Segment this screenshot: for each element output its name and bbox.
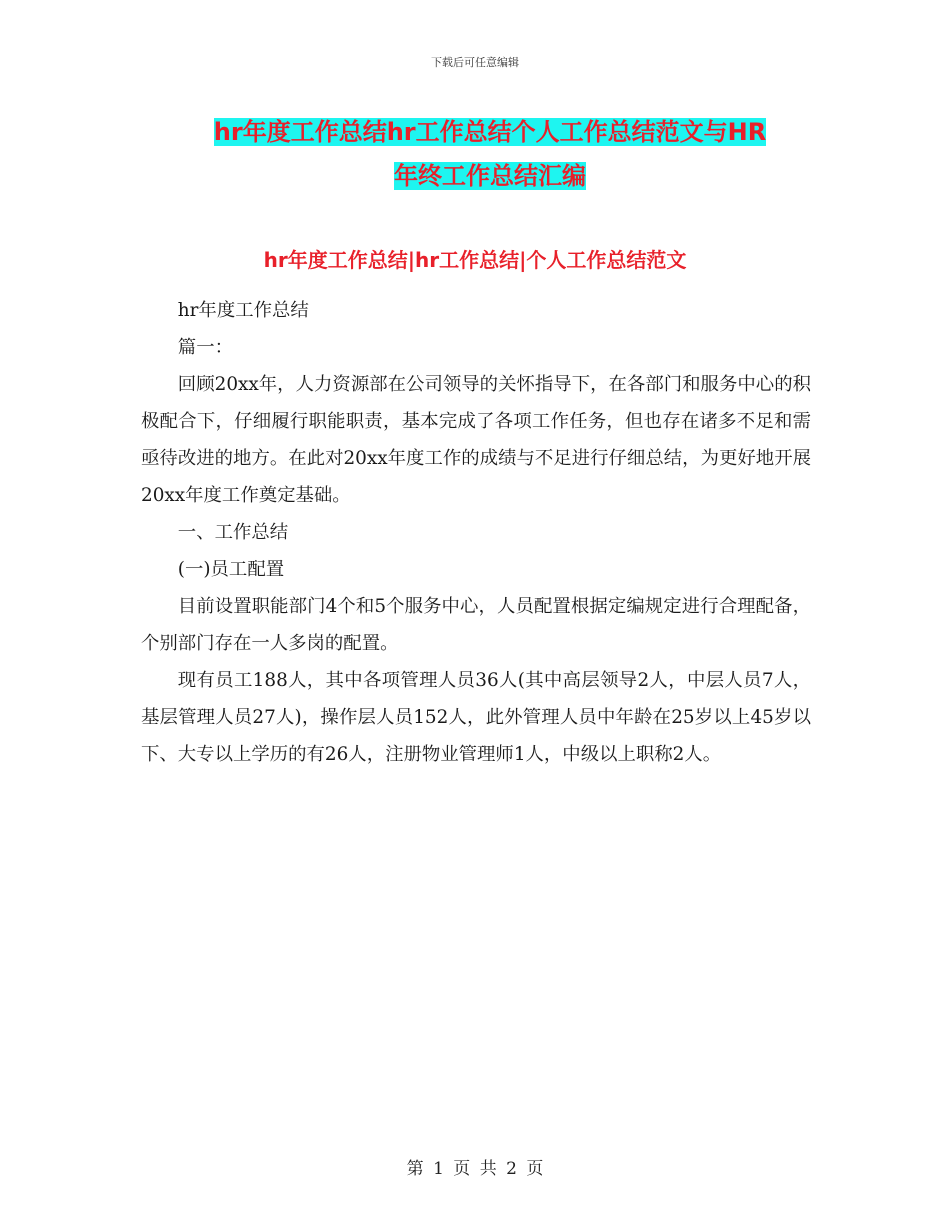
title-line-1: hr年度工作总结hr工作总结个人工作总结范文与HR [213, 118, 767, 146]
part-label: 篇一： [177, 337, 233, 358]
document-title [140, 110, 840, 198]
headcount-paragraph: 现有员工188人，其中各项管理人员36人(其中高层领导2人，中层人员7人，基层管理人员27人)，操作层人员152人，此外管理人员中年龄在25岁以上45岁以下、大专以上学历的有26人，注册物业管理师1人，中级以上职称2人。 [141, 670, 811, 765]
section-subtitle: hr年度工作总结|hr工作总结|个人工作总结范文 [263, 248, 687, 272]
body-heading: hr年度工作总结 [177, 300, 309, 321]
title-line-2: 年终工作总结汇编 [394, 162, 586, 190]
document-body [141, 292, 811, 773]
page-number: 第 1 页 共 2 页 [406, 1159, 544, 1179]
intro-paragraph: 回顾20xx年，人力资源部在公司领导的关怀指导下，在各部门和服务中心的积极配合下，仔细履行职能职责，基本完成了各项工作任务，但也存在诸多不足和需亟待改进的地方。在此对20xx年度工作的成绩与不足进行仔细总结，为更好地开展20xx年度工作奠定基础。 [141, 374, 811, 506]
subsection-heading: (一)员工配置 [177, 559, 285, 580]
staffing-paragraph: 目前设置职能部门4个和5个服务中心，人员配置根据定编规定进行合理配备，个别部门存在一人多岗的配置。 [141, 596, 811, 654]
section-heading: 一、工作总结 [177, 522, 289, 543]
header-note: 下载后可任意编辑 [431, 56, 519, 69]
